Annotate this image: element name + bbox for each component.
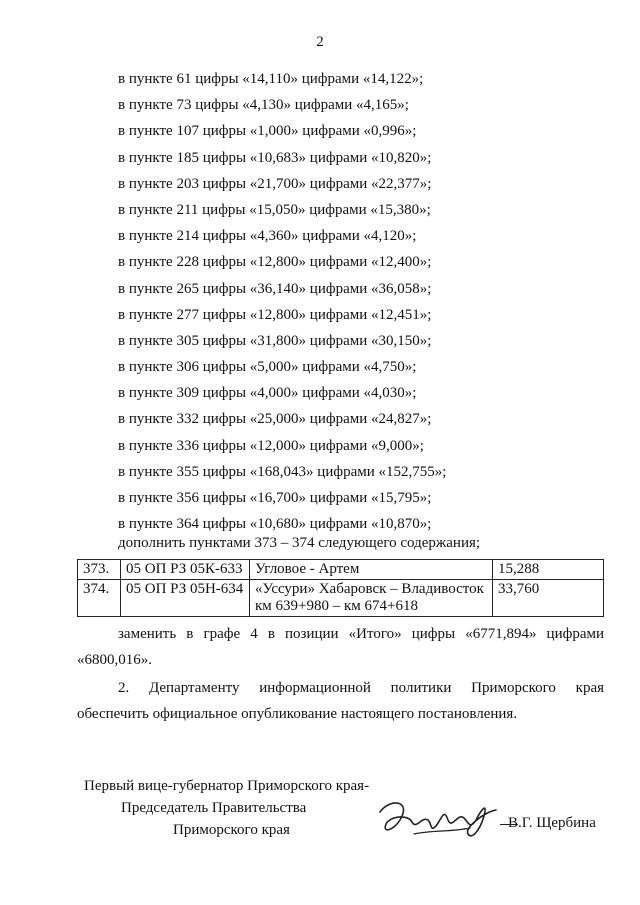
table-row (78, 580, 604, 617)
signature-dash (500, 824, 518, 825)
paragraph-2-line-2: обеспечить официальное опубликование настоящего постановления. (77, 706, 518, 722)
row-number: 373. (78, 560, 121, 580)
row-number: 374. (78, 580, 121, 617)
amendment-item: в пункте 211 цифры «15,050» цифрами «15,380»; (118, 201, 431, 218)
amendment-item: в пункте 305 цифры «31,800» цифрами «30,150»; (118, 332, 432, 349)
road-name (250, 560, 493, 580)
amendment-item: в пункте 185 цифры «10,683» цифрами «10,820»; (118, 149, 432, 166)
amendment-list (118, 68, 446, 539)
replace-line-2: «6800,016». (77, 652, 152, 668)
amendment-item: в пункте 265 цифры «36,140» цифрами «36,058»; (118, 280, 432, 297)
amendment-item: в пункте 277 цифры «12,800» цифрами «12,451»; (118, 306, 432, 323)
supplement-line: дополнить пунктами 373 – 374 следующего содержания; (118, 535, 481, 551)
amendment-item: в пункте 364 цифры «10,680» цифрами «10,870»; (118, 516, 432, 533)
signatory-title-1: Первый вице-губернатор Приморского края- (84, 778, 370, 794)
table-row (78, 560, 604, 580)
replace-line-1: заменить в графе 4 в позиции «Итого» цифры «6771,894» цифрами (118, 626, 604, 642)
amendment-item: в пункте 356 цифры «16,700» цифрами «15,795»; (118, 490, 432, 506)
page-number: 2 (316, 34, 324, 50)
road-name-km: км 639+980 – км 674+618 (255, 598, 418, 614)
road-code: 05 ОП РЗ 05К-633 (121, 560, 250, 580)
signatory-title-3: Приморского края (173, 822, 290, 838)
amendment-item: в пункте 228 цифры «12,800» цифрами «12,400»; (118, 254, 432, 271)
insertion-table (77, 559, 604, 617)
amendment-item: в пункте 203 цифры «21,700» цифрами «22,377»; (118, 175, 432, 192)
road-code: 05 ОП РЗ 05Н-634 (121, 580, 250, 617)
road-length: 33,760 (493, 580, 604, 617)
amendment-item: в пункте 73 цифры «4,130» цифрами «4,165»; (118, 97, 409, 114)
road-length: 15,288 (493, 560, 604, 580)
paragraph-2 (77, 676, 604, 701)
signatory-title-2: Председатель Правительства (121, 800, 307, 816)
amendment-item: в пункте 61 цифры «14,110» цифрами «14,122»; (118, 71, 424, 87)
amendment-item: в пункте 306 цифры «5,000» цифрами «4,750»; (118, 359, 417, 376)
replace-paragraph (77, 622, 604, 647)
road-name-text: Угловое - Артем (255, 561, 360, 577)
signatory-name: В.Г. Щербина (508, 815, 596, 831)
road-name-text: «Уссури» Хабаровск – Владивосток (255, 581, 484, 597)
signature-image (372, 790, 502, 846)
paragraph-2-line-1: 2. Департаменту информационной политики Приморского края (118, 680, 604, 696)
amendment-item: в пункте 332 цифры «25,000» цифрами «24,827»; (118, 411, 432, 428)
amendment-item: в пункте 107 цифры «1,000» цифрами «0,996»; (118, 123, 417, 140)
amendment-item: в пункте 214 цифры «4,360» цифрами «4,120»; (118, 228, 417, 245)
amendment-item: в пункте 355 цифры «168,043» цифрами «152,755»; (118, 463, 447, 480)
road-name (250, 580, 493, 617)
amendment-item: в пункте 309 цифры «4,000» цифрами «4,030»; (118, 385, 417, 402)
amendment-item: в пункте 336 цифры «12,000» цифрами «9,000»; (118, 437, 424, 454)
